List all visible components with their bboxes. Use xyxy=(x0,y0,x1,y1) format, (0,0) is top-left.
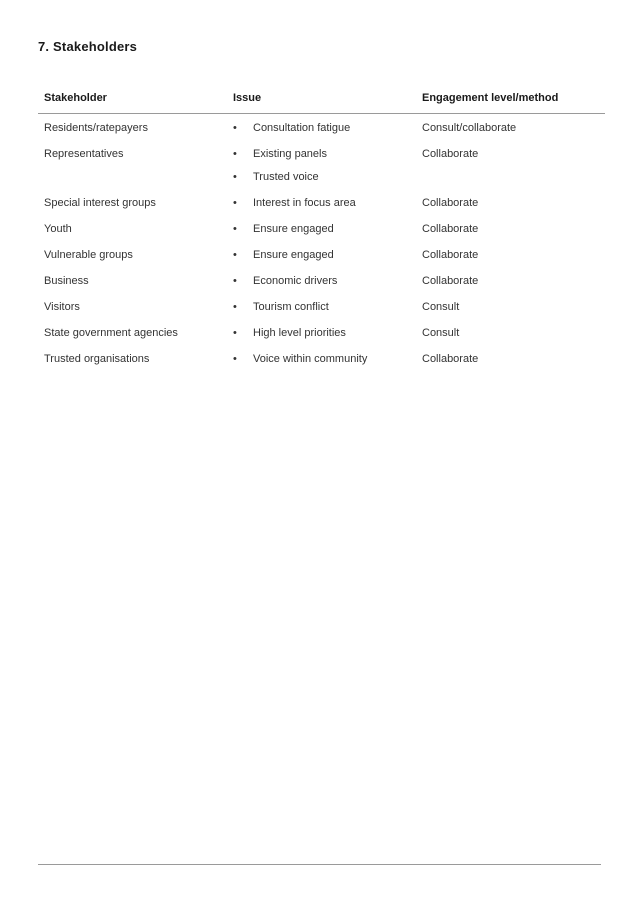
issue-list-item xyxy=(233,275,410,288)
engagement-cell: Collaborate xyxy=(422,353,479,365)
table-body xyxy=(38,114,605,372)
bullet-icon: • xyxy=(233,327,237,339)
stakeholder-cell: Trusted organisations xyxy=(44,353,150,365)
bullet-icon: • xyxy=(233,122,237,134)
issue-list-item xyxy=(233,301,410,314)
issue-list xyxy=(233,249,410,262)
stakeholder-cell: State government agencies xyxy=(44,327,178,339)
issue-cell xyxy=(227,114,416,141)
engagement-cell: Consult xyxy=(422,327,460,339)
issue-text: Tourism conflict xyxy=(253,301,329,313)
header-engagement: Engagement level/method xyxy=(416,88,605,114)
engagement-cell: Consult/collaborate xyxy=(422,122,517,134)
engagement-cell: Collaborate xyxy=(422,197,479,209)
stakeholder-cell: Special interest groups xyxy=(44,197,156,209)
bullet-icon: • xyxy=(233,223,237,235)
issue-list-item xyxy=(233,353,410,366)
issue-list xyxy=(233,353,410,366)
stakeholders-table xyxy=(38,88,605,371)
issue-text: High level priorities xyxy=(253,327,346,339)
table-row xyxy=(38,345,605,371)
stakeholder-cell: Vulnerable groups xyxy=(44,249,133,261)
bullet-icon: • xyxy=(233,353,237,365)
table-header xyxy=(38,88,605,114)
bullet-icon: • xyxy=(233,301,237,313)
table-row xyxy=(38,241,605,267)
issue-list xyxy=(233,275,410,288)
table-row xyxy=(38,114,605,141)
stakeholder-cell: Business xyxy=(44,275,89,287)
issue-text: Economic drivers xyxy=(253,275,338,287)
issue-list-item xyxy=(233,171,410,184)
table-row xyxy=(38,319,605,345)
issue-text: Existing panels xyxy=(253,148,327,160)
stakeholder-cell: Representatives xyxy=(44,148,124,160)
issue-cell xyxy=(227,267,416,293)
issue-list xyxy=(233,122,410,135)
issue-list-item xyxy=(233,197,410,210)
issue-text: Ensure engaged xyxy=(253,223,334,235)
issue-list-item xyxy=(233,122,410,135)
header-stakeholder: Stakeholder xyxy=(38,88,227,114)
issue-cell xyxy=(227,215,416,241)
issue-list-item xyxy=(233,327,410,340)
table-row xyxy=(38,189,605,215)
bullet-icon: • xyxy=(233,171,237,183)
issue-text: Ensure engaged xyxy=(253,249,334,261)
issue-list xyxy=(233,223,410,236)
stakeholder-cell: Youth xyxy=(44,223,72,235)
section-title: 7. Stakeholders xyxy=(38,39,138,54)
table-row xyxy=(38,215,605,241)
issue-cell xyxy=(227,140,416,189)
engagement-cell: Collaborate xyxy=(422,148,479,160)
engagement-cell: Consult xyxy=(422,301,460,313)
issue-text: Interest in focus area xyxy=(253,197,356,209)
issue-cell xyxy=(227,189,416,215)
footer-rule xyxy=(38,864,601,865)
issue-cell xyxy=(227,345,416,371)
issue-list-item xyxy=(233,148,410,161)
bullet-icon: • xyxy=(233,197,237,209)
bullet-icon: • xyxy=(233,275,237,287)
bullet-icon: • xyxy=(233,148,237,160)
issue-text: Trusted voice xyxy=(253,171,319,183)
issue-list xyxy=(233,197,410,210)
header-issue: Issue xyxy=(227,88,416,114)
issue-text: Voice within community xyxy=(253,353,368,365)
issue-cell xyxy=(227,293,416,319)
header-row xyxy=(38,88,605,114)
stakeholder-cell: Residents/ratepayers xyxy=(44,122,148,134)
issue-list-item xyxy=(233,249,410,262)
issue-list xyxy=(233,148,410,184)
table-row xyxy=(38,293,605,319)
engagement-cell: Collaborate xyxy=(422,249,479,261)
table-row xyxy=(38,267,605,293)
issue-cell xyxy=(227,319,416,345)
stakeholder-cell: Visitors xyxy=(44,301,80,313)
issue-list-item xyxy=(233,223,410,236)
engagement-cell: Collaborate xyxy=(422,275,479,287)
issue-list xyxy=(233,301,410,314)
issue-list xyxy=(233,327,410,340)
table-row xyxy=(38,140,605,189)
engagement-cell: Collaborate xyxy=(422,223,479,235)
issue-text: Consultation fatigue xyxy=(253,122,351,134)
issue-cell xyxy=(227,241,416,267)
bullet-icon: • xyxy=(233,249,237,261)
